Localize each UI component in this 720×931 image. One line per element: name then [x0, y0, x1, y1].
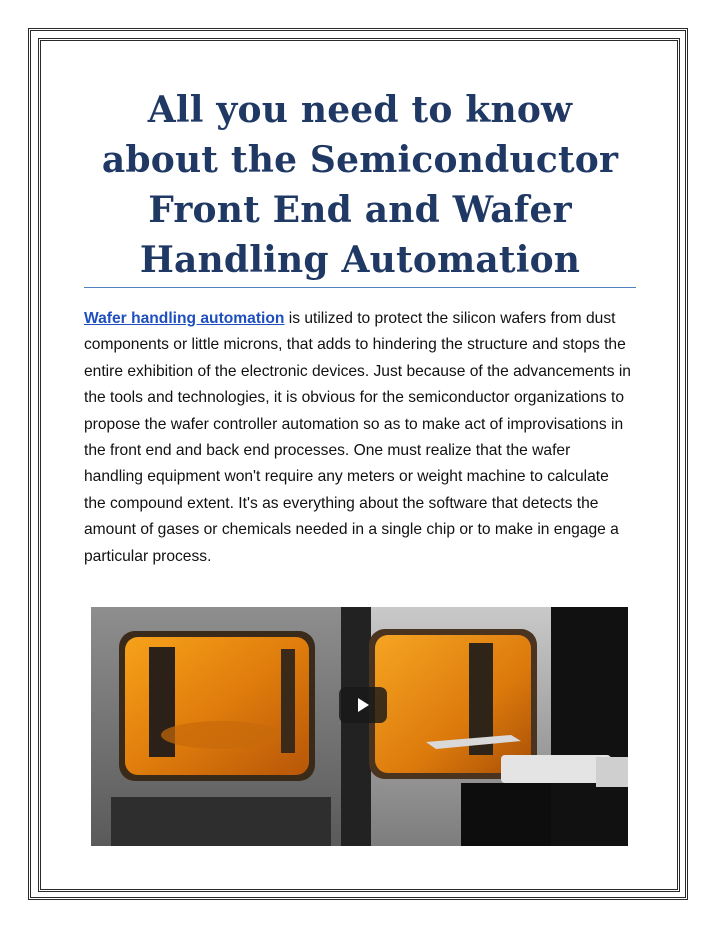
wafer-equipment-image	[91, 607, 628, 846]
wafer-handling-link[interactable]: Wafer handling automation	[84, 310, 285, 327]
title-divider	[84, 287, 636, 288]
play-button[interactable]	[339, 687, 387, 723]
play-icon	[355, 697, 371, 713]
video-thumbnail[interactable]	[91, 607, 628, 846]
article-body	[84, 306, 632, 570]
article-title: All you need to know about the Semiconductor Front End and Wafer Handling Automation	[101, 89, 619, 281]
article-body-text: is utilized to protect the silicon wafers from dust components or little microns, that adds to hindering the structure and stops the entire exhibition of the electronic devices. Just because of the advancements in the tools and technologies, it is obvious for the semiconductor organizations to propose the wafer controller automation so as to make act of improvisations in the front end and back end processes. One must realize that the wafer handling equipment won't require any meters or weight machine to calculate the compound extent. It's as everything about the software that detects the amount of gases or chemicals needed in a single chip or to make in engage a particular process.	[84, 310, 631, 565]
